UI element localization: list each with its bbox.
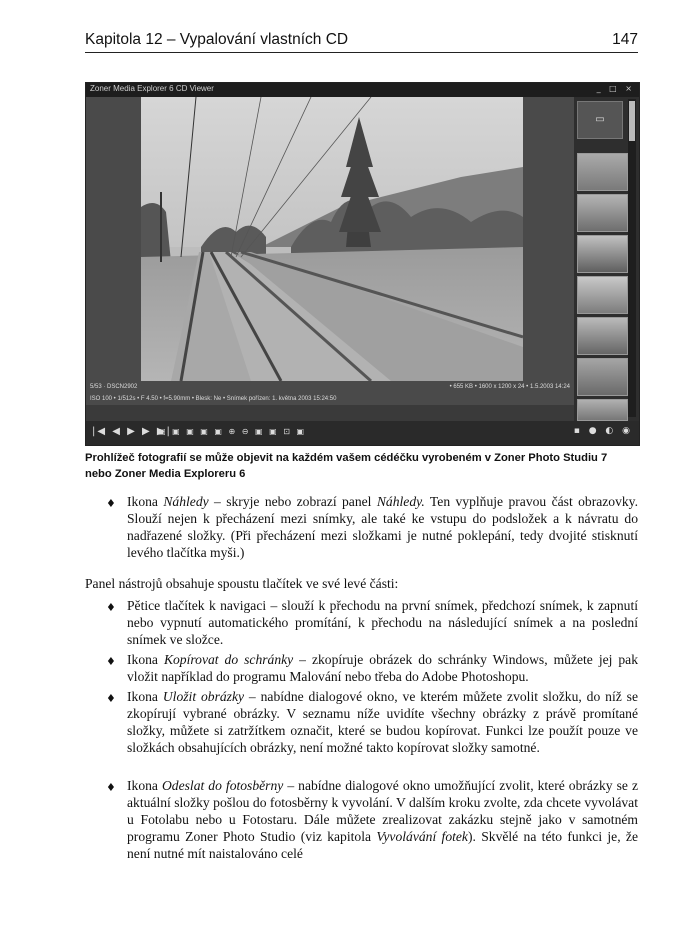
intro-paragraph: Panel nástrojů obsahuje spoustu tlačítek ve své levé části:	[85, 576, 399, 591]
image-name: 5/53 · DSCN2902	[90, 384, 138, 390]
bullet-icon: ♦	[106, 692, 116, 705]
image-viewer	[86, 97, 574, 405]
image-info-line	[90, 384, 574, 390]
bullet-paragraph: Ikona Náhledy – skryje nebo zobrazí panel Náhledy. Ten vyplňuje pravou část obrazovky. Slouží nejen k přecházení mezi snímky, ale také ke vstupu do podsložek a k návratu do nadřazené složky. (Při přecházení mezi složkami je nutné poklepání, tedy dvojité stisknutí levého tlačítka myši.)	[127, 494, 638, 560]
figure-caption	[85, 450, 638, 482]
thumbnail[interactable]	[577, 235, 628, 273]
bullet-paragraph: Pětice tlačítek k navigaci – slouží k přechodu na první snímek, předchozí snímek, k zapnutí nebo vypnutí automatického promítání, k přechodu na následující snímek a na poslední snímek ve složce.	[127, 598, 638, 647]
caption-line: nebo Zoner Media Exploreru 6	[85, 468, 246, 480]
railway-photo	[141, 97, 523, 381]
window-title: Zoner Media Explorer 6 CD Viewer	[90, 84, 214, 93]
thumbnail[interactable]	[577, 399, 628, 421]
thumbnail[interactable]	[577, 153, 628, 191]
viewer-toolbar	[86, 421, 639, 445]
thumbnail-panel	[574, 97, 639, 421]
bullet-paragraph: Ikona Odeslat do fotosběrny – nabídne dialogové okno umožňující zvolit, které obrázky se z aktuální složky pošlou do fotosběrny k vyvolání. V dalším kroku zvolte, zda chcete vyvolávat u Fotolabu nebo u Fotostaru. Dále můžete zrealizovat zakázku stejně jako v samotném programu Zoner Photo Studio (viz kapitola Vyvolávání fotek). Skvělé na této funkci je, že není nutné mít naistalováno celé	[127, 778, 638, 861]
thumbnail[interactable]	[577, 276, 628, 314]
image-properties: • 655 KB • 1600 x 1200 x 24 • 1.5.2003 14:24	[449, 384, 570, 390]
bullet-icon: ♦	[106, 655, 116, 668]
window-controls[interactable]: _ □ ×	[596, 84, 635, 93]
caption-line: Prohlížeč fotografií se může objevit na každém vašem cédéčku vyrobeném v Zoner Photo Studiu 7	[85, 452, 608, 464]
thumbnail[interactable]	[577, 358, 628, 396]
thumbnail[interactable]	[577, 317, 628, 355]
window-titlebar	[86, 83, 639, 97]
toolbar-right-buttons[interactable]: ▪ ● ◐ ◉	[573, 426, 633, 436]
tool-buttons[interactable]: ▣ ▣ ▣ ▣ ▣ ⊕ ⊖ ▣ ▣ ⊡ ▣	[158, 427, 307, 436]
chapter-title: Kapitola 12 – Vypalování vlastních CD	[85, 31, 349, 48]
bullet-icon: ♦	[106, 781, 116, 794]
exif-info-line: ISO 100 • 1/512s • F 4.50 • f=5.90mm • Blesk: Ne • Snímek pořízen: 1. května 2003 15:24:50	[90, 396, 337, 402]
navigation-buttons[interactable]: |◀ ◀ ▶ ▶ ▶|	[92, 426, 172, 437]
bullet-paragraph: Ikona Kopírovat do schránky – zkopíruje obrázek do schránky Windows, můžete jej pak vložit například do programu Malování nebo třeba do Adobe Photoshopu.	[127, 652, 639, 684]
folder-icon[interactable]: ▭	[577, 101, 623, 139]
page-number: 147	[612, 31, 638, 48]
thumbnail-scrollbar[interactable]	[628, 99, 636, 417]
thumbnail[interactable]	[577, 194, 628, 232]
bullet-paragraph: Ikona Uložit obrázky – nabídne dialogové okno, ve kterém můžete zvolit složku, do níž se zkopírují vybrané obrázky. V seznamu níže uvidíte všechny obrázky z právě promítané složky, můžete si zatržítkem označit, které se budou kopírovat. Funkci lze použít pouze ve složkách obsahujících obrázky, není možné takto kopírovat složky samotné.	[127, 689, 638, 755]
bullet-icon: ♦	[106, 601, 116, 614]
bullet-icon: ♦	[106, 497, 116, 510]
application-screenshot	[85, 82, 640, 446]
scrollbar-thumb[interactable]	[629, 101, 635, 141]
running-header	[85, 30, 638, 53]
